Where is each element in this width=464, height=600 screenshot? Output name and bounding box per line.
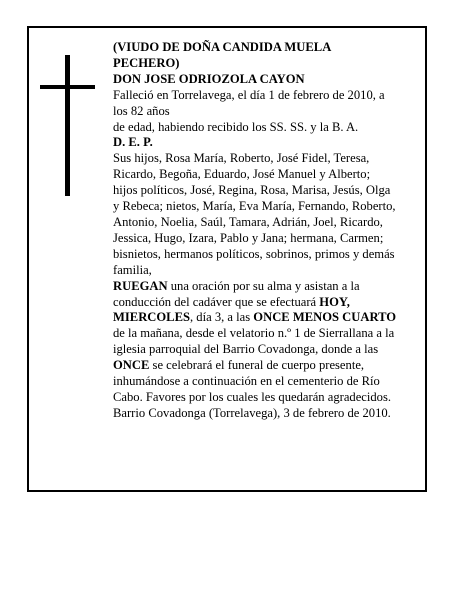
church-line: iglesia parroquial del Barrio Covadonga, donde a las [113,342,379,357]
burial-line: inhumándose a continuación en el cementerio de Río [113,374,380,389]
family-line: Sus hijos, Rosa María, Roberto, José Fidel, Teresa, [113,151,370,166]
header-line: (VIUDO DE DOÑA CANDIDA MUELA [113,40,332,54]
ruegan-line: RUEGAN una oración por su alma y asistan a la [113,278,360,293]
death-line: los 82 años [113,103,170,118]
deceased-name: DON JOSE ODRIOZOLA CAYON [113,71,305,86]
death-line: Falleció en Torrelavega, el día 1 de febrero de 2010, a [113,87,385,102]
death-line: de edad, habiendo recibido los SS. SS. y la B. A. [113,119,359,134]
family-line: y Rebeca; nietos, María, Eva María, Fernando, Roberto, [113,199,396,214]
wake-line: de la mañana, desde el velatorio n.º 1 de Sierrallana a la [113,326,395,341]
schedule-line: MIERCOLES, día 3, a las ONCE MENOS CUARTO [113,310,397,325]
place-date-line: Barrio Covadonga (Torrelavega), 3 de febrero de 2010. [113,405,391,420]
thanks-line: Cabo. Favores por los cuales les quedarán agradecidos. [113,389,392,404]
family-line: bisnietos, hermanos políticos, sobrinos, primos y demás [113,246,395,261]
cross-horizontal-bar [40,85,95,89]
family-line: familia, [113,262,152,277]
obituary-text [113,40,423,422]
cross-vertical-bar [65,55,70,196]
family-line: Jessica, Hugo, Izara, Pablo y Jana; hermana, Carmen; [113,230,384,245]
family-line: Ricardo, Begoña, Eduardo, José Manuel y Alberto; [113,167,371,182]
family-line: Antonio, Noelia, Saúl, Tamara, Adrián, Joel, Ricardo, [113,214,383,229]
conduccion-line: conducción del cadáver que se efectuará HOY, [113,294,350,309]
dep-line: D. E. P. [113,135,153,150]
family-line: hijos políticos, José, Regina, Rosa, Marisa, Jesús, Olga [113,183,391,198]
header-line: PECHERO) [113,55,180,70]
funeral-line: ONCE se celebrará el funeral de cuerpo presente, [113,358,365,373]
